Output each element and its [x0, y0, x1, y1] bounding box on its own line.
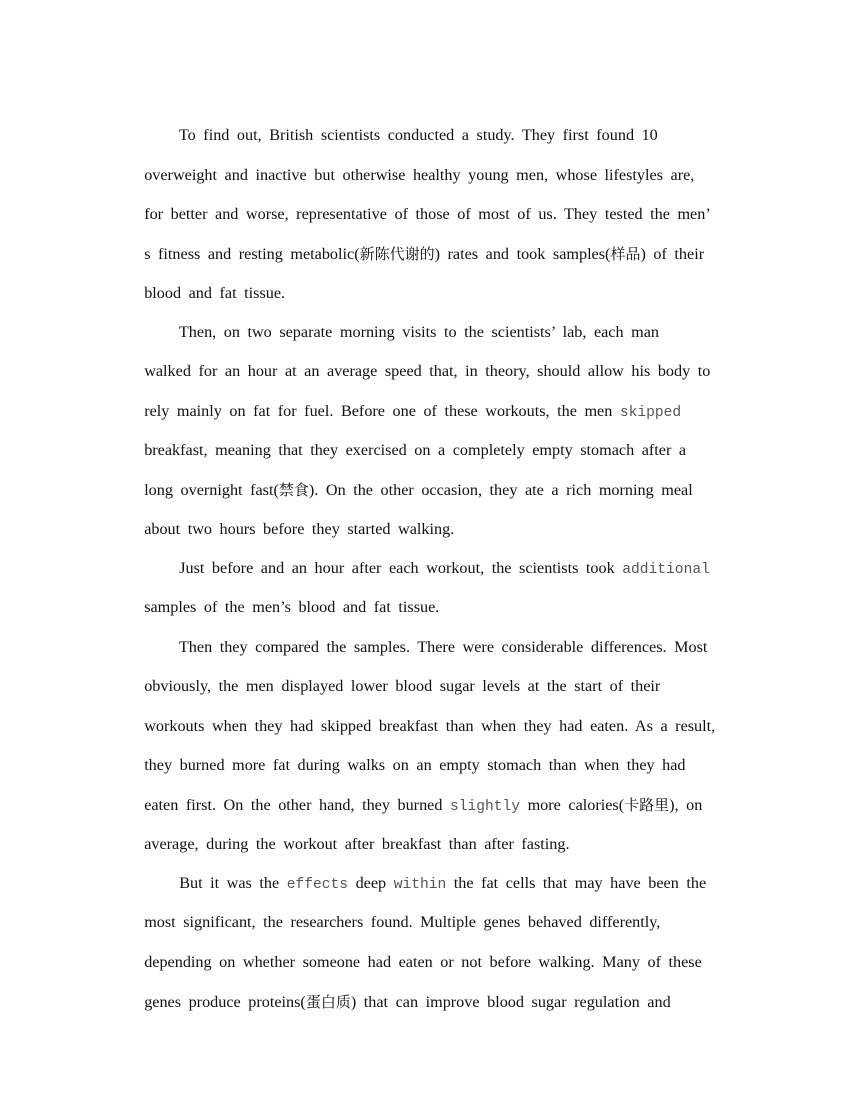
text-line: samples of the men’s blood and fat tissue.: [144, 598, 440, 616]
text-line: genes produce proteins(蛋白质) that can improve blood sugar regulation and: [144, 993, 671, 1011]
text-line: But it was the effects deep within the fat cells that may have been the: [179, 874, 707, 893]
chinese-gloss: 禁食: [278, 481, 309, 499]
text-line: depending on whether someone had eaten or not before walking. Many of these: [144, 953, 702, 971]
text-line: for better and worse, representative of those of most of us. They tested the men’: [144, 205, 711, 223]
text-line: Just before and an hour after each workout, the scientists took additional: [179, 559, 710, 578]
highlighted-word: additional: [622, 562, 710, 578]
text-line: most significant, the researchers found. Multiple genes behaved differently,: [144, 913, 661, 931]
chinese-gloss: 样品: [610, 245, 641, 263]
text-line: To find out, British scientists conducted a study. They first found 10: [178, 126, 658, 144]
text-line: workouts when they had skipped breakfast than when they had eaten. As a result,: [144, 717, 716, 735]
highlighted-word: skipped: [619, 405, 682, 421]
text-line: blood and fat tissue.: [144, 284, 286, 302]
highlighted-word: effects: [286, 877, 349, 893]
text-line: obviously, the men displayed lower blood sugar levels at the start of their: [144, 677, 661, 695]
text-line: Then they compared the samples. There were considerable differences. Most: [178, 638, 708, 656]
highlighted-word: slightly: [449, 799, 521, 815]
text-line: s fitness and resting metabolic(新陈代谢的) rates and took samples(样品) of their: [144, 245, 705, 263]
text-line: long overnight fast(禁食). On the other occasion, they ate a rich morning meal: [144, 481, 693, 499]
text-line: Then, on two separate morning visits to the scientists’ lab, each man: [178, 323, 660, 341]
highlighted-word: within: [393, 877, 447, 893]
text-line: breakfast, meaning that they exercised on a completely empty stomach after a: [144, 441, 687, 459]
text-line: walked for an hour at an average speed that, in theory, should allow his body to: [144, 362, 711, 380]
text-line: rely mainly on fat for fuel. Before one of these workouts, the men skipped: [144, 402, 682, 421]
chinese-gloss: 新陈代谢的: [359, 245, 435, 263]
text-line: they burned more fat during walks on an empty stomach than when they had: [144, 756, 686, 774]
chinese-gloss: 卡路里: [624, 796, 670, 814]
text-line: overweight and inactive but otherwise healthy young men, whose lifestyles are,: [144, 166, 695, 184]
text-line: eaten first. On the other hand, they burned slightly more calories(卡路里), on: [144, 796, 703, 815]
text-line: average, during the workout after breakfast than after fasting.: [144, 835, 570, 853]
chinese-gloss: 蛋白质: [305, 993, 351, 1011]
text-line: about two hours before they started walking.: [144, 520, 455, 538]
